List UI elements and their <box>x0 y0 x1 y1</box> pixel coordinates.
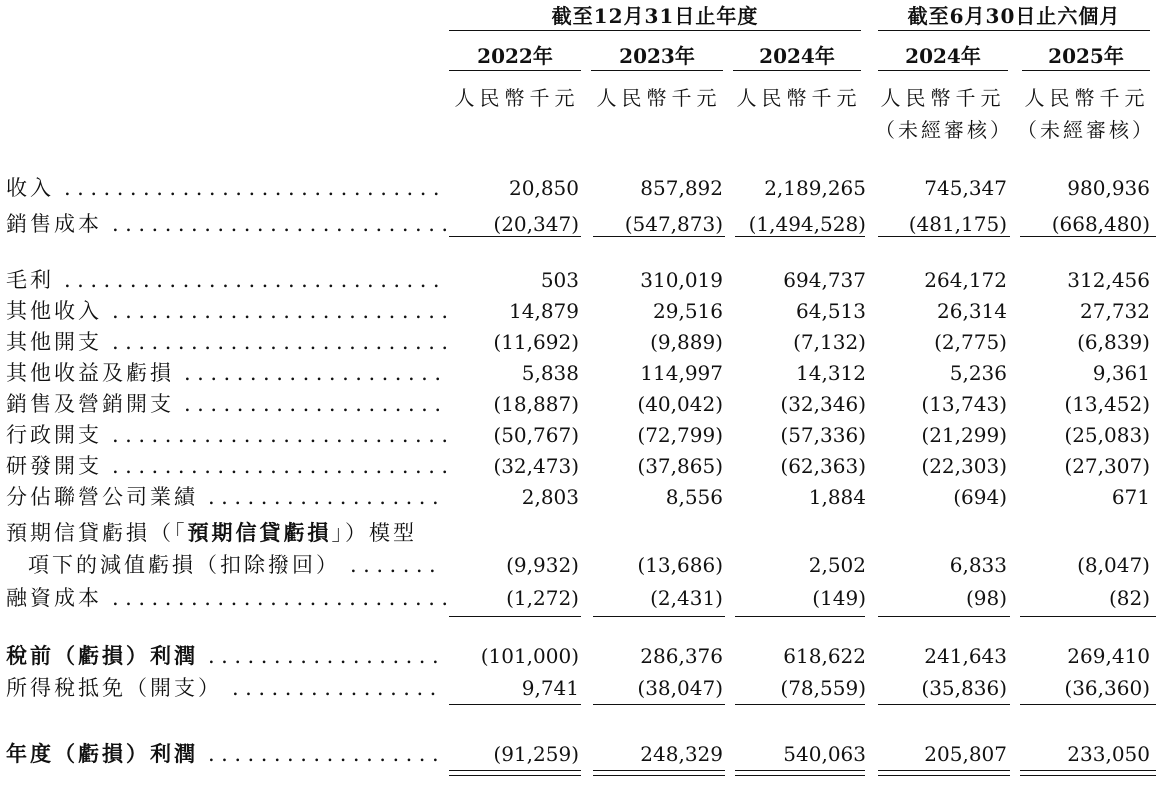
value-cell: (547,873) <box>624 212 723 236</box>
value-cell: 286,376 <box>640 644 723 668</box>
value-cell: 14,312 <box>796 361 866 385</box>
value-cell: 8,556 <box>665 485 723 509</box>
row-label: 其他開支 <box>6 330 102 354</box>
value-cell: (37,865) <box>637 454 723 478</box>
subtotal-rule <box>1020 616 1156 617</box>
leader-dots: .......................... <box>112 454 455 478</box>
subtotal-rule <box>878 704 1010 705</box>
table-row <box>0 520 1162 580</box>
value-cell: (668,480) <box>1051 212 1150 236</box>
subtotal-rule <box>878 616 1010 617</box>
value-cell: 9,361 <box>1092 361 1150 385</box>
leader-dots: ............................. <box>64 176 447 200</box>
value-cell: (32,346) <box>780 392 866 416</box>
value-cell: (101,000) <box>480 644 579 668</box>
subtotal-rule <box>593 616 725 617</box>
row-label-part: 」）模型 <box>331 521 417 545</box>
value-cell: (32,473) <box>493 454 579 478</box>
value-cell: 5,236 <box>949 361 1007 385</box>
subtotal-rule <box>449 236 581 237</box>
total-double-rule <box>878 770 1010 776</box>
value-cell: (481,175) <box>908 212 1007 236</box>
value-cell: (35,836) <box>921 676 1007 700</box>
value-cell: (13,743) <box>921 392 1007 416</box>
value-cell: (62,363) <box>780 454 866 478</box>
subtotal-rule <box>878 236 1010 237</box>
value-cell: (50,767) <box>493 423 579 447</box>
unit-label: 人民幣千元 <box>454 86 580 110</box>
unaudited-label: （未經審核） <box>1017 118 1155 142</box>
row-label-line1 <box>6 518 417 548</box>
leader-dots: .......................... <box>112 299 455 323</box>
value-cell: (11,692) <box>493 330 579 354</box>
row-label: 毛利 <box>6 268 54 292</box>
leader-dots: .................. <box>208 485 446 509</box>
row-label: 項下的減值虧損（扣除撥回） <box>28 553 340 577</box>
value-cell: (27,307) <box>1064 454 1150 478</box>
value-cell: 248,329 <box>640 742 723 766</box>
value-cell: (9,932) <box>506 553 579 577</box>
subtotal-rule <box>593 704 725 705</box>
leader-dots: .......................... <box>112 423 455 447</box>
value-cell: (13,686) <box>637 553 723 577</box>
subtotal-rule <box>1020 236 1156 237</box>
unit-label: 人民幣千元 <box>596 86 722 110</box>
value-cell: (2,431) <box>650 586 723 610</box>
value-cell: 618,622 <box>783 644 866 668</box>
total-double-rule <box>1020 770 1156 776</box>
value-cell: 671 <box>1111 485 1150 509</box>
unaudited-label: （未經審核） <box>875 118 1013 142</box>
value-cell: (22,303) <box>921 454 1007 478</box>
value-cell: (98) <box>965 586 1007 610</box>
row-label: 銷售及營銷開支 <box>6 392 174 416</box>
row-label: 稅前（虧損）利潤 <box>6 643 198 668</box>
value-cell: (20,347) <box>493 212 579 236</box>
value-cell: 264,172 <box>924 268 1007 292</box>
table-row <box>0 389 1162 419</box>
row-label: 行政開支 <box>6 423 102 447</box>
leader-dots: .................... <box>184 392 448 416</box>
value-cell: (78,559) <box>780 676 866 700</box>
value-cell: (149) <box>812 586 866 610</box>
value-cell: 2,189,265 <box>764 176 866 200</box>
value-cell: 29,516 <box>653 299 723 323</box>
subtotal-rule <box>449 616 581 617</box>
row-label: 收入 <box>6 176 54 200</box>
value-cell: (91,259) <box>493 742 579 766</box>
value-cell: (1,494,528) <box>748 212 866 236</box>
row-label: 其他收入 <box>6 299 102 323</box>
value-cell: 241,643 <box>924 644 1007 668</box>
leader-dots: .......................... <box>112 212 455 236</box>
table-row <box>0 173 1162 203</box>
unit-label: 人民幣千元 <box>1024 86 1150 110</box>
year-header-2023: 2023年 <box>591 44 723 71</box>
value-cell: 114,997 <box>640 361 723 385</box>
value-cell: 14,879 <box>509 299 579 323</box>
leader-dots: .......................... <box>112 330 455 354</box>
row-label: 融資成本 <box>6 586 102 610</box>
leader-dots: .................... <box>184 361 448 385</box>
table-row <box>0 420 1162 450</box>
value-cell: 2,502 <box>808 553 866 577</box>
value-cell: (36,360) <box>1064 676 1150 700</box>
value-cell: 980,936 <box>1067 176 1150 200</box>
value-cell: (694) <box>953 485 1007 509</box>
row-label: 分佔聯營公司業績 <box>6 485 198 509</box>
value-cell: 9,741 <box>521 676 579 700</box>
row-label: 銷售成本 <box>6 212 102 236</box>
total-double-rule <box>593 770 725 776</box>
value-cell: 5,838 <box>521 361 579 385</box>
row-label-defined-term: 預期信貸虧損 <box>187 520 332 545</box>
unit-label: 人民幣千元 <box>736 86 862 110</box>
table-row <box>0 583 1162 613</box>
row-label: 年度（虧損）利潤 <box>6 741 198 766</box>
value-cell: (9,889) <box>650 330 723 354</box>
table-row <box>0 358 1162 388</box>
header-annual-period: 截至12月31日止年度 <box>449 4 861 31</box>
value-cell: 26,314 <box>937 299 1007 323</box>
value-cell: (72,799) <box>637 423 723 447</box>
subtotal-rule <box>593 236 725 237</box>
table-row <box>0 739 1162 769</box>
value-cell: 857,892 <box>640 176 723 200</box>
table-row <box>0 451 1162 481</box>
leader-dots: .................. <box>208 644 446 668</box>
value-cell: (13,452) <box>1064 392 1150 416</box>
year-header-2025-interim: 2025年 <box>1022 44 1150 71</box>
subtotal-rule <box>735 704 865 705</box>
total-double-rule <box>449 770 581 776</box>
year-header-2024-interim: 2024年 <box>878 44 1008 71</box>
leader-dots: ............................. <box>64 268 447 292</box>
table-row <box>0 482 1162 512</box>
value-cell: 64,513 <box>796 299 866 323</box>
value-cell: (25,083) <box>1064 423 1150 447</box>
value-cell: 6,833 <box>949 553 1007 577</box>
leader-dots: .................. <box>208 742 446 766</box>
subtotal-rule <box>735 616 865 617</box>
value-cell: 745,347 <box>924 176 1007 200</box>
value-cell: 694,737 <box>783 268 866 292</box>
value-cell: 1,884 <box>808 485 866 509</box>
header-interim-period: 截至6月30日止六個月 <box>878 4 1150 31</box>
value-cell: (21,299) <box>921 423 1007 447</box>
row-label: 研發開支 <box>6 454 102 478</box>
value-cell: 20,850 <box>509 176 579 200</box>
value-cell: 269,410 <box>1067 644 1150 668</box>
row-label: 所得稅抵免（開支） <box>6 676 222 700</box>
table-row <box>0 265 1162 295</box>
value-cell: (82) <box>1108 586 1150 610</box>
value-cell: (40,042) <box>637 392 723 416</box>
table-row <box>0 673 1162 703</box>
value-cell: 27,732 <box>1080 299 1150 323</box>
value-cell: (18,887) <box>493 392 579 416</box>
table-row <box>0 209 1162 239</box>
value-cell: (1,272) <box>506 586 579 610</box>
value-cell: (7,132) <box>793 330 866 354</box>
year-header-2022: 2022年 <box>449 44 581 71</box>
subtotal-rule <box>1020 704 1156 705</box>
table-row <box>0 327 1162 357</box>
subtotal-rule <box>735 236 865 237</box>
unit-label: 人民幣千元 <box>880 86 1006 110</box>
value-cell: 205,807 <box>924 742 1007 766</box>
row-label-part: 預期信貸虧損（「 <box>6 521 188 545</box>
leader-dots: ....... <box>350 553 443 577</box>
subtotal-rule <box>449 704 581 705</box>
value-cell: 540,063 <box>783 742 866 766</box>
leader-dots: .......................... <box>112 586 455 610</box>
value-cell: (38,047) <box>637 676 723 700</box>
value-cell: (8,047) <box>1077 553 1150 577</box>
value-cell: 233,050 <box>1067 742 1150 766</box>
value-cell: 312,456 <box>1067 268 1150 292</box>
table-row <box>0 296 1162 326</box>
total-double-rule <box>735 770 865 776</box>
value-cell: (6,839) <box>1077 330 1150 354</box>
value-cell: 503 <box>540 268 579 292</box>
table-row <box>0 641 1162 671</box>
leader-dots: ................ <box>232 676 443 700</box>
year-header-2024: 2024年 <box>733 44 861 71</box>
value-cell: 310,019 <box>640 268 723 292</box>
value-cell: (2,775) <box>934 330 1007 354</box>
row-label: 其他收益及虧損 <box>6 361 174 385</box>
value-cell: 2,803 <box>521 485 579 509</box>
value-cell: (57,336) <box>780 423 866 447</box>
